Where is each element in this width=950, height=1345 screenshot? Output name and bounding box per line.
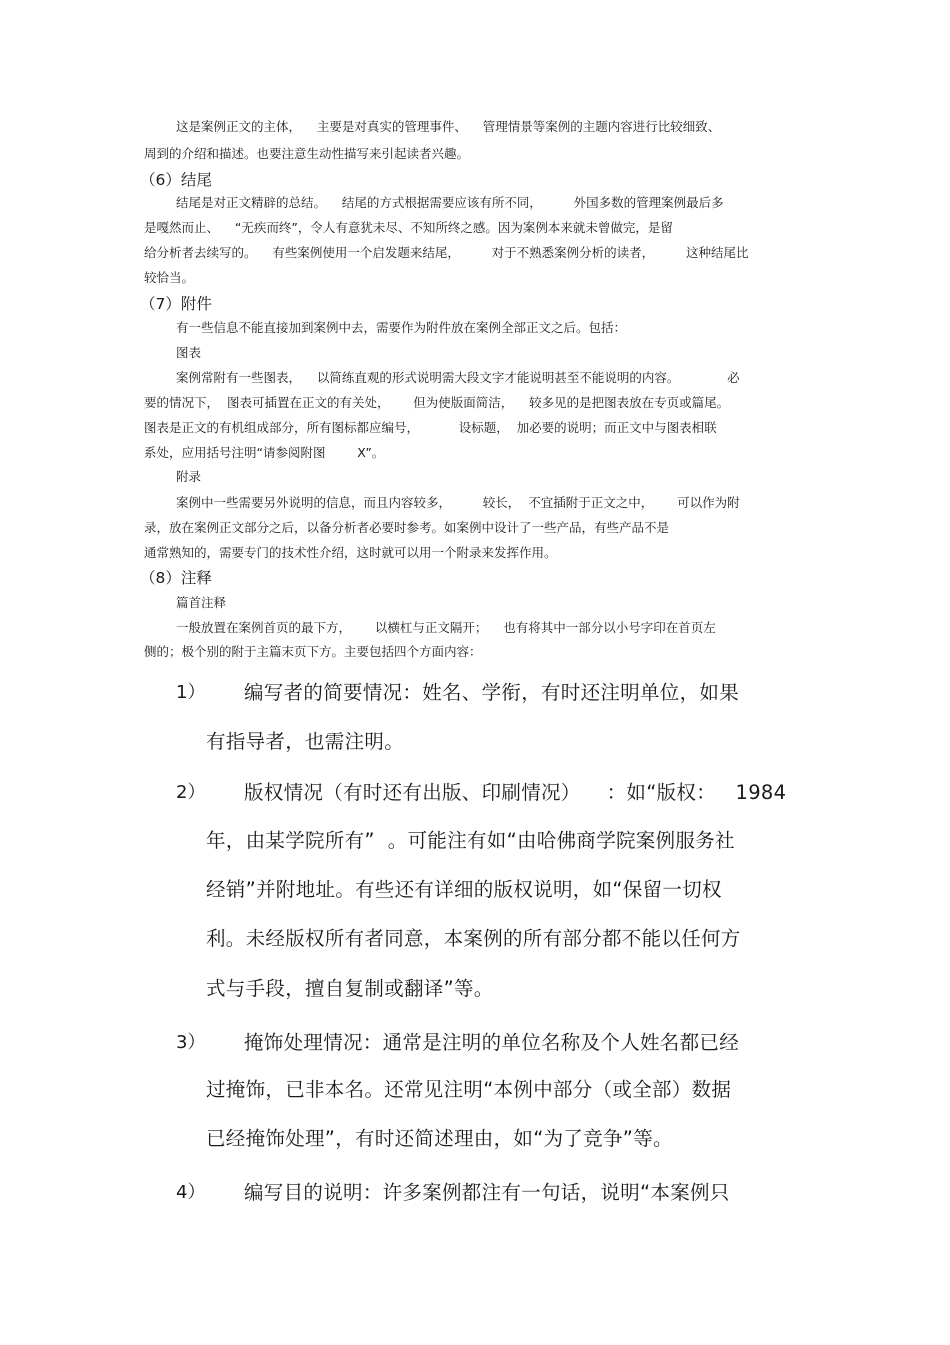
paragraph-line: 周到的介绍和描述。也要注意生动性描写来引起读者兴趣。 [144, 146, 470, 161]
list-item-line: 利。未经版权所有者同意，本案例的所有部分都不能以任何方 [206, 927, 741, 950]
paragraph-line: 一般放置在案例首页的最下方， 以横杠与正文隔开； 也有将其中一部分以小号字印在首页左 [176, 620, 716, 635]
section-heading-attachment: （7）附件 [140, 295, 212, 313]
list-item-line: 过掩饰，已非本名。还常见注明“本例中部分（或全部）数据 [206, 1078, 732, 1101]
list-item-number: 2） [176, 782, 206, 803]
list-item-line: 有指导者，也需注明。 [206, 730, 405, 753]
subheading-appendix: 附录 [176, 469, 202, 484]
paragraph-line: 录，放在案例正文部分之后，以备分析者必要时参考。如案例中设计了一些产品，有些产品不是 [144, 520, 670, 535]
paragraph-line: 案例常附有一些图表， 以简练直观的形式说明需大段文字才能说明甚至不能说明的内容。 必 [176, 370, 740, 385]
paragraph-line: 通常熟知的，需要专门的技术性介绍，这时就可以用一个附录来发挥作用。 [144, 545, 557, 560]
subheading-header-notes: 篇首注释 [176, 595, 227, 610]
subheading-charts: 图表 [176, 345, 202, 360]
paragraph-line: 有一些信息不能直接加到案例中去，需要作为附件放在案例全部正文之后。包括： [176, 320, 627, 335]
paragraph-line: 给分析者去续写的。 有些案例使用一个启发题来结尾， 对于不熟悉案例分析的读者， 这种结尾比 [144, 245, 749, 260]
paragraph-line: 结尾是对正文精辟的总结。 结尾的方式根据需要应该有所不同， 外国多数的管理案例最后多 [176, 195, 724, 210]
list-item-line: 经销”并附地址。有些还有详细的版权说明，如“保留一切权 [206, 878, 722, 901]
paragraph-line: 案例中一些需要另外说明的信息，而且内容较多， 较长， 不宜插附于正文之中， 可以作为附 [176, 495, 740, 510]
list-item-line: 编写者的简要情况：姓名、学衔，有时还注明单位，如果 [244, 681, 740, 704]
list-item-line: 版权情况（有时还有出版、印刷情况） ：如“版权： 1984 [244, 781, 787, 804]
list-item-line: 年，由某学院所有” 。可能注有如“由哈佛商学院案例服务社 [206, 829, 735, 852]
paragraph-line: 系处，应用括号注明“请参阅附图 X”。 [144, 445, 385, 460]
list-item-number: 1） [176, 682, 206, 703]
section-heading-notes: （8）注释 [140, 569, 212, 587]
list-item-line: 式与手段，擅自复制或翻译”等。 [206, 977, 494, 1000]
list-item-line: 已经掩饰处理”，有时还简述理由，如“为了竞争”等。 [206, 1127, 673, 1150]
list-item-line: 编写目的说明：许多案例都注有一句话，说明“本案例只 [244, 1181, 730, 1204]
list-item-line: 掩饰处理情况：通常是注明的单位名称及个人姓名都已经 [244, 1031, 740, 1054]
paragraph-line: 要的情况下， 图表可插置在正文的有关处， 但为使版面简洁， 较多见的是把图表放在专页或篇尾。 [144, 395, 730, 410]
paragraph-line: 是嘎然而止、 “无疾而终”，令人有意犹未尽、不知所终之感。因为案例本来就未曾做完，是留 [144, 220, 673, 235]
paragraph-line: 侧的；极个别的附于主篇末页下方。主要包括四个方面内容： [144, 644, 482, 659]
list-item-number: 4） [176, 1182, 206, 1203]
list-item-number: 3） [176, 1032, 206, 1053]
paragraph-line: 这是案例正文的主体， 主要是对真实的管理事件、 管理情景等案例的主题内容进行比较细致、 [176, 119, 721, 134]
section-heading-ending: （6）结尾 [140, 171, 212, 189]
paragraph-line: 较恰当。 [144, 270, 195, 285]
paragraph-line: 图表是正文的有机组成部分，所有图标都应编号， 设标题， 加必要的说明；而正文中与图表相联 [144, 420, 717, 435]
